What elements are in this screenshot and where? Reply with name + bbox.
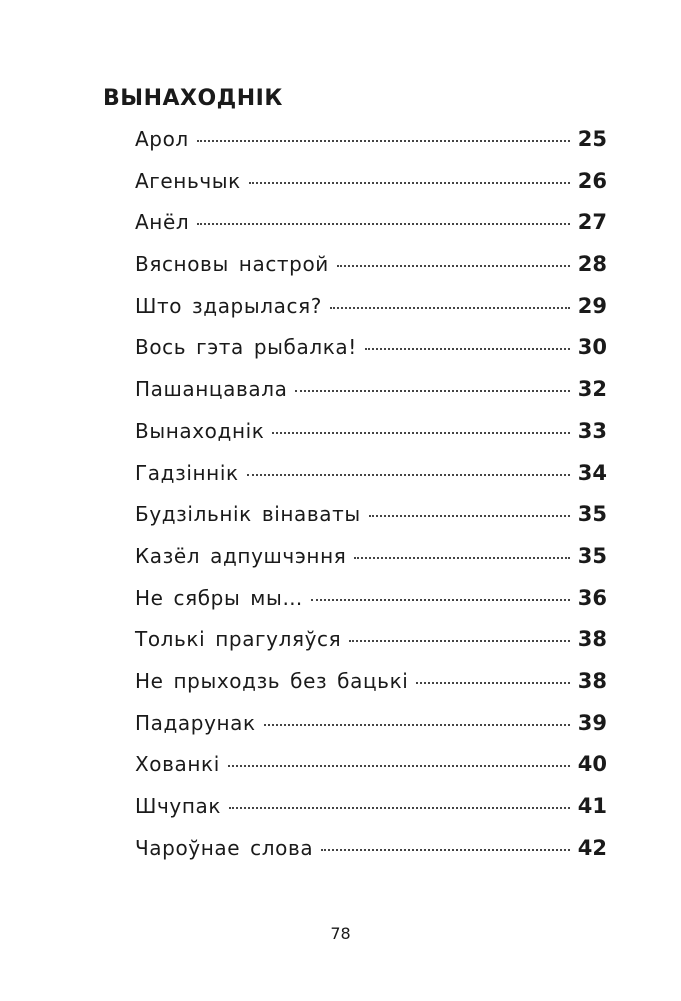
- toc-entry-page: 26: [577, 168, 607, 193]
- dot-leader: [321, 849, 570, 851]
- toc-entry-title: Казёл адпушчэння: [135, 543, 347, 568]
- toc-entry-title: Пашанцавала: [135, 377, 288, 402]
- toc-entry: [135, 377, 607, 419]
- toc-entry-page: 30: [577, 335, 607, 360]
- dot-leader: [365, 348, 570, 350]
- toc-entry: [135, 127, 607, 169]
- dot-leader: [337, 265, 570, 267]
- dot-leader: [247, 474, 570, 476]
- toc-entry-page: 38: [577, 627, 607, 652]
- toc-entry-page: 40: [577, 752, 607, 777]
- toc-entry-title: Агеньчык: [135, 168, 241, 193]
- toc-entry: [135, 419, 607, 461]
- toc-entry-title: Чароўнае слова: [135, 835, 314, 860]
- dot-leader: [330, 307, 570, 309]
- toc-entry-page: 41: [577, 794, 607, 818]
- toc-entry: [135, 502, 607, 544]
- dot-leader: [295, 390, 569, 392]
- toc-entry: [135, 544, 607, 586]
- dot-leader: [228, 765, 570, 767]
- section-title: ВЫНАХОДНІК: [103, 86, 283, 111]
- toc-entry-title: Толькі прагуляўся: [135, 627, 342, 652]
- toc-entry-page: 35: [577, 502, 607, 527]
- dot-leader: [416, 682, 569, 684]
- page-number: 78: [330, 924, 351, 943]
- toc-entry-title: Падарунак: [135, 710, 256, 735]
- toc-entry: [135, 627, 607, 669]
- toc-entry-title: Не прыходзь без бацькі: [135, 668, 409, 693]
- toc-entry-page: 27: [577, 210, 607, 235]
- toc-entry-page: 35: [577, 543, 607, 568]
- toc-entry-page: 39: [577, 710, 607, 735]
- toc-entry-title: Гадзіннік: [135, 460, 239, 485]
- toc-entry: [135, 461, 607, 503]
- dot-leader: [229, 807, 570, 809]
- toc-entry-title: Што здарылася?: [135, 293, 322, 318]
- toc-entry-page: 34: [577, 460, 607, 485]
- toc-entry-page: 29: [577, 293, 607, 318]
- toc-entry: [135, 752, 607, 794]
- table-of-contents: [135, 127, 607, 877]
- toc-entry-title: Вясновы настрой: [135, 252, 329, 277]
- toc-entry-title: Вось гэта рыбалка!: [135, 335, 357, 360]
- toc-entry-title: Анёл: [135, 210, 190, 235]
- dot-leader: [197, 140, 570, 142]
- toc-entry-title: Вынаходнік: [135, 418, 265, 443]
- toc-entry: [135, 586, 607, 628]
- toc-entry-page: 25: [577, 127, 607, 151]
- toc-entry: [135, 836, 607, 878]
- toc-entry-page: 36: [577, 585, 607, 610]
- toc-entry-page: 28: [577, 252, 607, 277]
- toc-entry-page: 38: [577, 668, 607, 693]
- toc-entry: [135, 794, 607, 836]
- toc-entry: [135, 711, 607, 753]
- toc-entry-title: Арол: [135, 127, 189, 151]
- dot-leader: [354, 557, 569, 559]
- toc-entry-page: 32: [577, 377, 607, 402]
- toc-entry-title: Не сябры мы…: [135, 585, 303, 610]
- dot-leader: [249, 182, 570, 184]
- toc-entry-page: 42: [577, 835, 607, 860]
- toc-entry-title: Шчупак: [135, 794, 222, 818]
- toc-entry: [135, 669, 607, 711]
- dot-leader: [349, 640, 569, 642]
- dot-leader: [264, 724, 570, 726]
- dot-leader: [311, 599, 570, 601]
- toc-entry-title: Хованкі: [135, 752, 220, 777]
- dot-leader: [197, 223, 570, 225]
- toc-entry: [135, 252, 607, 294]
- toc-entry: [135, 294, 607, 336]
- toc-entry: [135, 210, 607, 252]
- dot-leader: [369, 515, 570, 517]
- toc-entry: [135, 169, 607, 211]
- dot-leader: [272, 432, 569, 434]
- toc-entry: [135, 335, 607, 377]
- toc-entry-page: 33: [577, 418, 607, 443]
- toc-entry-title: Будзільнік вінаваты: [135, 502, 361, 527]
